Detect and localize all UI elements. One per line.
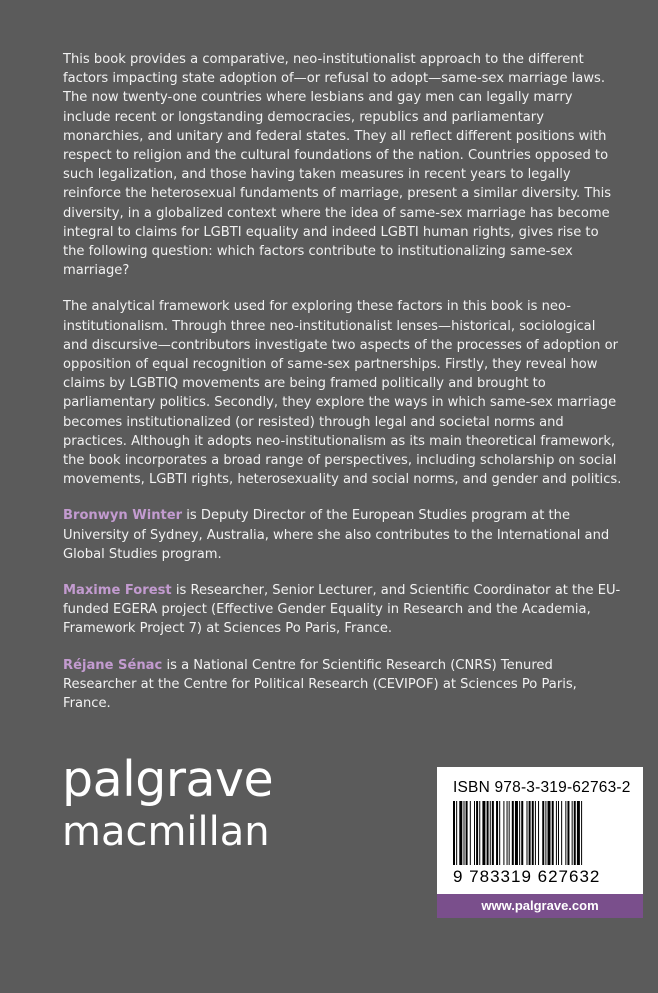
author-name-3: Réjane Sénac: [63, 657, 163, 673]
author-bio-3: [63, 656, 623, 714]
isbn-label: ISBN 978-3-319-62763-2: [453, 779, 631, 796]
publisher-logo-line-1: palgrave: [62, 751, 274, 808]
publisher-logo-line-2: macmillan: [62, 809, 270, 855]
author-name-1: Bronwyn Winter: [63, 508, 183, 524]
author-bio-2: [63, 581, 623, 639]
author-bio-1: [63, 506, 623, 564]
back-cover-text: [63, 50, 623, 730]
publisher-logo: [62, 752, 273, 856]
author-bio-text-3: is a National Centre for Scientific Research (CNRS) Tenured Researcher at the Centre for Political Research (CEVIPOF) at Sciences Po Paris, France.: [63, 657, 577, 712]
barcode: [453, 801, 627, 867]
website-url[interactable]: www.palgrave.com: [437, 894, 643, 918]
description-paragraph-1: This book provides a comparative, neo-institutionalist approach to the different factors impacting state adoption of—or refusal to adopt—same-sex marriage laws. The now twenty-one countries where lesbians and gay men can legally marry include recent or longstanding democracies, republics and parliamentary monarchies, and unitary and federal states. They all reflect different positions with respect to religion and the cultural foundations of the nation. Countries opposed to such legalization, and those having taken measures in recent years to legally reinforce the heterosexual fundaments of marriage, present a similar diversity. This diversity, in a globalized context where the idea of same-sex marriage has become integral to claims for LGBTI equality and indeed LGBTI human rights, gives rise to the following question: which factors contribute to institutionalizing same-sex marriage?: [63, 52, 612, 279]
author-bio-text-1: is Deputy Director of the European Studies program at the University of Sydney, Australia, where she also contributes to the International and Global Studies program.: [63, 508, 610, 562]
author-bio-text-2: is Researcher, Senior Lecturer, and Scientific Coordinator at the EU-funded EGERA project (Effective Gender Equality in Research and the Academia, Framework Project 7) at Sciences Po Paris, France.: [63, 583, 621, 637]
barcode-digits: 9 783319 627632: [453, 867, 601, 886]
description-paragraph-2: The analytical framework used for exploring these factors in this book is neo-institutionalism. Through three neo-institutionalist lenses—historical, sociological and discursive—contributors investigate two aspects of the processes of adoption or opposition of equal recognition of same-sex partnerships. Firstly, they reveal how claims by LGBTIQ movements are being framed politically and brought to parliamentary politics. Secondly, they explore the ways in which same-sex marriage becomes institutionalized (or resisted) through legal and societal norms and practices. Although it adopts neo-institutionalism as its main theoretical framework, the book incorporates a broad range of perspectives, including scholarship on social movements, LGBTI rights, heterosexuality and social norms, and gender and politics.: [63, 299, 622, 488]
author-name-2: Maxime Forest: [63, 583, 172, 599]
isbn-barcode-box: [437, 767, 643, 895]
